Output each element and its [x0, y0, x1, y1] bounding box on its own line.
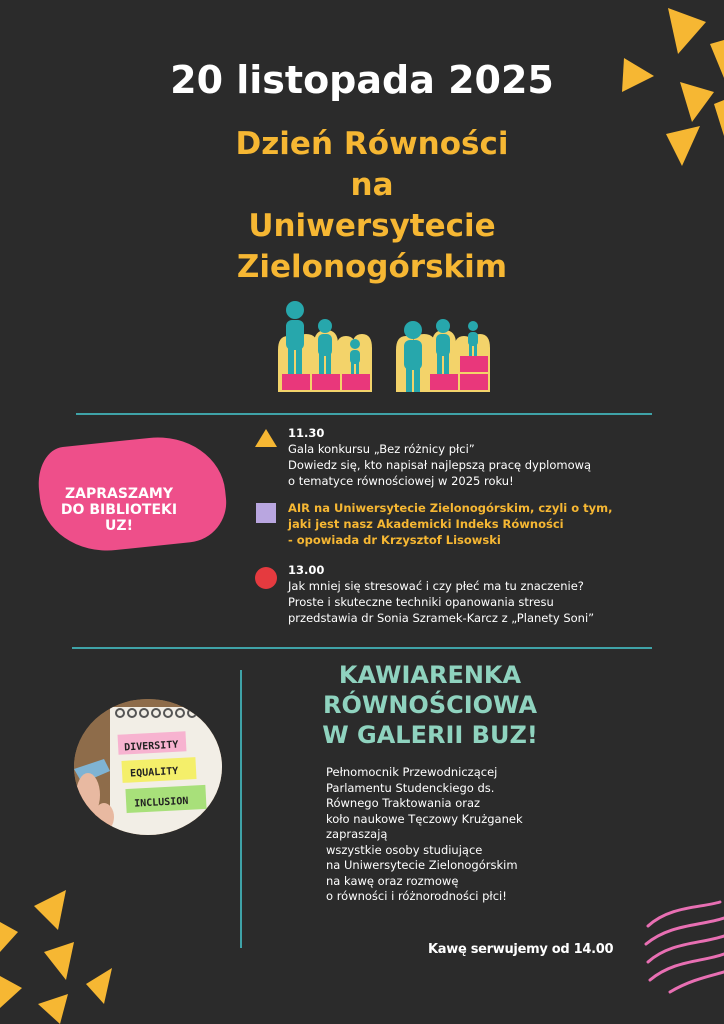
invite-text [40, 486, 198, 534]
cafe-title-line-2: RÓWNOŚCIOWA [322, 691, 538, 719]
event-date: 20 listopada 2025 [170, 58, 554, 102]
event-3-line-2: Proste i skuteczne techniki opanowania stresu [288, 595, 554, 609]
note-equality: EQUALITY [129, 766, 179, 780]
event-3 [288, 562, 618, 626]
event-2 [288, 500, 618, 548]
event-1-time: 11.30 [288, 426, 325, 440]
title-line-3: Uniwersytecie [248, 208, 496, 244]
event-1-line-3: o tematyce równościowej w 2025 roku! [288, 474, 514, 488]
divider-middle [72, 647, 652, 649]
event-3-time: 13.00 [288, 563, 325, 577]
cafe-title [250, 660, 610, 750]
yellow-triangle-icon [254, 428, 278, 448]
decor-pink-squiggle [640, 896, 724, 996]
invite-line-1: ZAPRASZAMY [64, 486, 173, 502]
invite-line-3: UZ! [105, 518, 133, 534]
cafe-title-line-1: KAWIARENKA [338, 661, 522, 689]
sticky-notes-photo [74, 699, 222, 835]
note-diversity: DIVERSITY [123, 739, 179, 754]
equality-illustration [274, 300, 496, 394]
coffee-time-note: Kawę serwujemy od 14.00 [428, 942, 614, 957]
event-1-line-1: Gala konkursu „Bez różnicy płci” [288, 442, 475, 456]
event-2-line-2: jaki jest nasz Akademicki Indeks Równości [288, 517, 564, 531]
cafe-line-2: Parlamentu Studenckiego ds. [326, 780, 495, 795]
title-line-4: Zielonogórskim [236, 249, 508, 285]
decor-triangles-bottom-left [0, 880, 120, 1024]
cafe-description [326, 765, 566, 905]
lavender-square-icon [256, 503, 276, 523]
cafe-line-8: na kawę oraz rozmowę [326, 873, 459, 888]
cafe-line-7: na Uniwersytecie Zielonogórskim [326, 858, 518, 872]
event-title [0, 124, 724, 288]
equity-group-right [396, 319, 490, 392]
red-circle-icon [255, 567, 277, 589]
title-line-1: Dzień Równości [235, 126, 509, 162]
event-1-line-2: Dowiedz się, kto napisał najlepszą pracę dyplomową [288, 458, 592, 472]
event-2-line-3: - opowiada dr Krzysztof Lisowski [288, 533, 501, 547]
cafe-line-6: wszystkie osoby studiujące [326, 842, 483, 857]
event-2-line-1: AIR na Uniwersytecie Zielonogórskim, czyli o tym, [288, 501, 613, 515]
cafe-title-line-3: W GALERII BUZ! [322, 721, 538, 749]
equality-group-left [278, 301, 372, 392]
sticky-notes-illustration [74, 699, 222, 835]
title-line-2: na [350, 167, 394, 203]
cafe-line-4: koło naukowe Tęczowy Krużganek [326, 811, 523, 826]
invite-line-2: DO BIBLIOTEKI [60, 502, 178, 518]
event-1 [288, 425, 618, 489]
cafe-line-5: zapraszają [326, 827, 388, 841]
event-3-line-1: Jak mniej się stresować i czy płeć ma tu znaczenie? [288, 579, 584, 593]
note-inclusion: INCLUSION [133, 795, 189, 810]
event-3-line-3: przedstawia dr Sonia Szramek-Karcz z „Planety Soni” [288, 611, 595, 625]
cafe-line-9: o równości i różnorodności płci! [326, 889, 507, 903]
cafe-line-3: Równego Traktowania oraz [326, 796, 481, 810]
cafe-line-1: Pełnomocnik Przewodniczącej [326, 765, 498, 779]
vertical-divider [240, 670, 242, 948]
divider-top [76, 413, 652, 415]
